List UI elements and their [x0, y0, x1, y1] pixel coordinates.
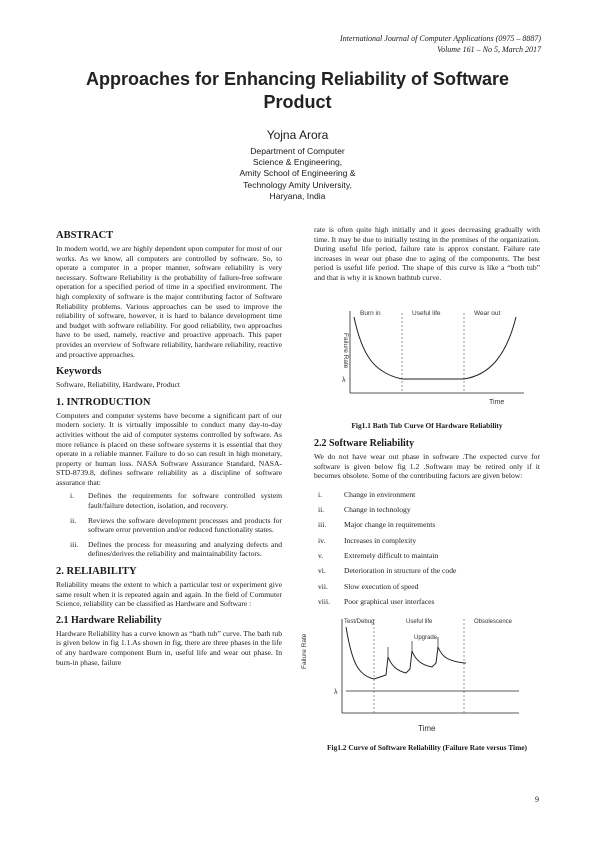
phase-label-obsolescence: Obsolescence	[474, 619, 513, 626]
phase-label-test-debug: Test/Debug	[344, 619, 375, 626]
upgrade-label: Upgrade	[414, 635, 438, 642]
list-item	[314, 594, 540, 609]
affiliation-line: Technology Amity University,	[243, 179, 352, 190]
intro-heading: 1. INTRODUCTION	[56, 396, 151, 408]
hw-reliability-text: Hardware Reliability has a curve known as “bath tub” curve. The bath tub is given below in fig 1.1.As shown in fig, there are three phases in the life of any hardware component Burn in, useful life and wear out phase. In burn-in phase, failure	[56, 628, 282, 667]
hw-reliability-heading: 2.1 Hardware Reliability	[56, 614, 162, 626]
list-number: iii.	[70, 539, 79, 549]
author-affiliation	[200, 146, 395, 202]
phase-label-useful-life: Useful life	[406, 619, 433, 626]
bathtub-curve-figure	[314, 305, 540, 415]
list-item	[314, 563, 540, 578]
list-number: vi.	[318, 566, 326, 576]
list-item	[314, 487, 540, 502]
list-item	[56, 491, 282, 510]
y-axis-label: Failure Rate	[301, 633, 308, 670]
list-text: Deterioration in structure of the code	[344, 566, 457, 576]
list-text: Change in environment	[344, 489, 416, 499]
paper-title: Approaches for Enhancing Reliability of Software Product	[85, 69, 510, 112]
keywords-heading: Keywords	[56, 366, 102, 378]
list-number: ii.	[70, 515, 77, 525]
y-axis-label: Failure Rate	[342, 332, 349, 368]
list-text: Slow execution of speed	[344, 581, 419, 591]
page-number: 9	[535, 795, 539, 804]
phase-label-burn-in: Burn in	[360, 309, 381, 317]
list-item	[314, 502, 540, 517]
reliability-text: Reliability means the extent to which a particular test or experiment give same result when it is repeated again and again. In the field of Commuter Science, reliability can be classified as Hardware and Software :	[56, 580, 282, 609]
abstract-heading: ABSTRACT	[56, 230, 114, 241]
bathtub-curve	[354, 317, 516, 379]
figure-bathtub	[314, 305, 540, 415]
list-text: Reviews the software development processes and products for software error prevention and/or reduced functionality states.	[88, 515, 282, 535]
intro-text: Computers and computer systems have become a significant part of our modern society. It is virtually impossible to conduct many day-to-day activities without the aid of computer systems controlled by software. As more reliance is placed on these software systems it is essential that they operate in a reliable manner. Failure to do so can result in high monetary, property or human loss. NASA Software Assurance Standard, NASA-STD-8739.8, defines software reliability as a discipline of software assurance that:	[56, 410, 282, 487]
list-text: Defines the process for measuring and analyzing defects and defines/derives the reliability and maintainability factors.	[88, 539, 282, 559]
list-item	[314, 518, 540, 533]
keywords-text: Software, Reliability, Hardware, Product	[56, 380, 180, 390]
sw-reliability-heading: 2.2 Software Reliability	[314, 438, 415, 450]
affiliation-line: Haryana, India	[269, 190, 326, 201]
abstract-text: In modern world, we are highly dependent upon computer for most of our works. As we know, all computers are controlled by software. So, to operate a computer in a proper manner, software reliability is very necessary. Software Reliability is the probability of failure-free software operation for a specified period of time in a specified environment. The high complexity of software is the major contributing factor of Software Reliability problems. Various approaches can be used to improve the reliability of software, however, it is hard to balance development time and budget with software reliability. For good reliability, two approaches have to be used, namely, reactive and proactive approach. This paper provides an overview of Software reliability, hardware reliability, reactive and proactive approaches.	[56, 244, 282, 359]
affiliation-line: Amity School of Engineering &	[239, 168, 356, 179]
list-number: iii.	[318, 520, 327, 530]
hw-reliability-text-continued: rate is often quite high initially and it goes decreasing gradually with time. It may be due to initially testing in the premises of the organization. During useful life period, failure rate is approx constant. Failure rate increases in wear out phase due to aging of the components. The best period is useful life period. The shape of this curve is like a “both tub” and that is why it is known bathtub curve.	[314, 225, 540, 282]
intro-list	[56, 491, 282, 559]
figure-caption-1: Fig1.1 Bath Tub Curve Of Hardware Reliability	[351, 420, 503, 430]
list-number: ii.	[318, 505, 325, 515]
sw-reliability-text: We do not have wear out phase in software .The expected curve for software is given below fig 1.2 .Software may be retired only if it becomes obsolete. Some of the contributing factors are given below:	[314, 452, 540, 481]
list-text: Poor graphical user interfaces	[344, 596, 435, 606]
affiliation-line: Department of Computer	[250, 146, 345, 156]
list-item	[56, 540, 282, 559]
list-item	[314, 533, 540, 548]
list-number: i.	[318, 489, 323, 499]
list-number: viii.	[318, 596, 331, 606]
list-item	[314, 579, 540, 594]
list-number: iv.	[318, 535, 326, 545]
figure-software-curve	[301, 613, 540, 741]
left-column	[56, 225, 282, 667]
reliability-heading: 2. RELIABILITY	[56, 566, 137, 578]
figure-caption-2: Fig1.2 Curve of Software Reliability (Failure Rate versus Time)	[327, 743, 527, 753]
software-curve-figure	[301, 613, 540, 741]
list-item	[314, 548, 540, 563]
affiliation-line: Science & Engineering,	[252, 157, 343, 168]
x-axis-label: Time	[418, 724, 436, 734]
list-text: Increases in complexity	[344, 535, 417, 545]
factor-list	[314, 487, 540, 609]
phase-label-wear-out: Wear out	[474, 309, 501, 317]
list-text: Major change in requirements	[344, 520, 436, 530]
phase-label-useful-life: Useful life	[412, 309, 441, 317]
journal-name: International Journal of Computer Applications (0975 – 8887)	[340, 34, 541, 43]
list-number: v.	[318, 550, 324, 560]
right-column	[301, 225, 540, 753]
list-text: Defines the requirements for software controlled system fault/failure detection, isolation, and recovery.	[88, 491, 282, 511]
x-axis-label: Time	[489, 398, 505, 406]
list-number: i.	[70, 491, 75, 501]
author-name: Yojna Arora	[266, 128, 329, 142]
list-text: Extremely difficult to maintain	[344, 550, 439, 560]
list-number: vii.	[318, 581, 328, 591]
software-failure-curve	[346, 627, 466, 679]
lambda-label: λ	[334, 689, 338, 697]
journal-volume: Volume 161 – No 5, March 2017	[437, 45, 541, 54]
list-text: Change in technology	[344, 505, 411, 515]
lambda-label: λ	[342, 376, 346, 384]
list-item	[56, 516, 282, 535]
journal-header	[340, 33, 541, 55]
